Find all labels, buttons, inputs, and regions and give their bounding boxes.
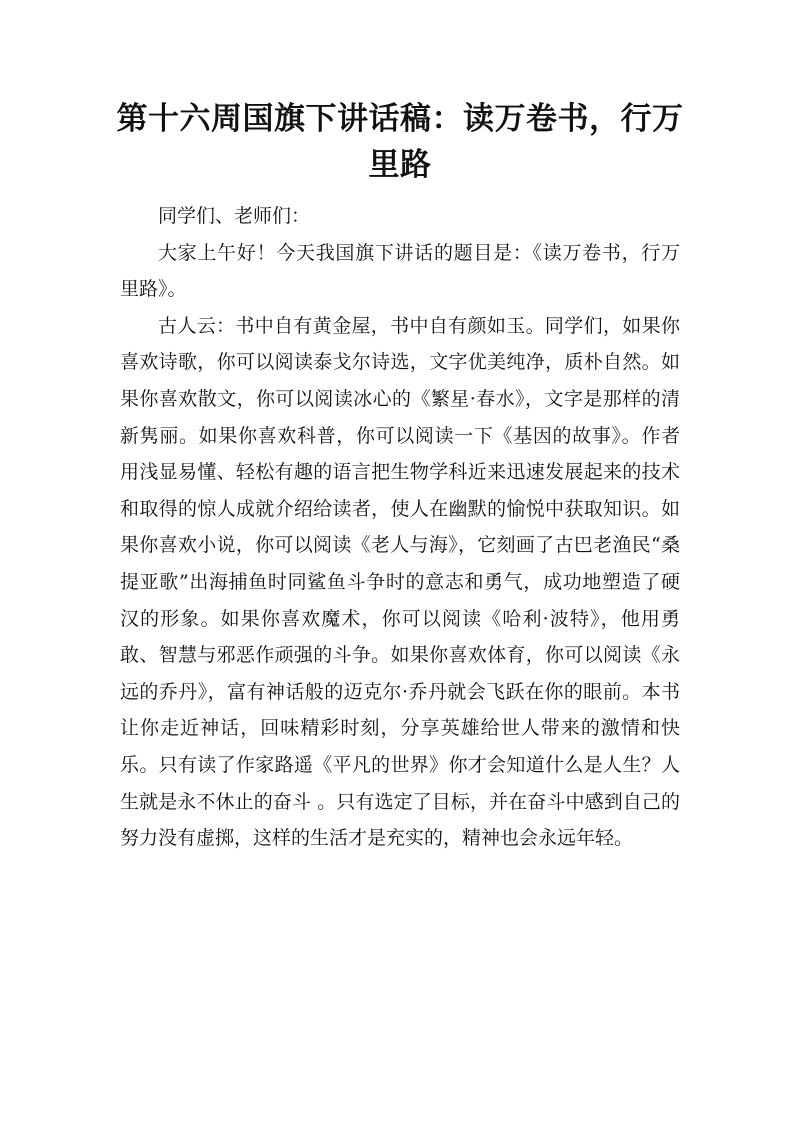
document-title: 第十六周国旗下讲话稿：读万卷书，行万里路 (116, 101, 684, 183)
document-body (120, 198, 680, 857)
greeting-paragraph: 大家上午好！今天我国旗下讲话的题目是：《读万卷书，行万里路》。 (120, 241, 680, 301)
salutation-paragraph: 同学们、老师们： (158, 205, 311, 227)
main-paragraph: 古人云：书中自有黄金屋，书中自有颜如玉。同学们，如果你喜欢诗歌，你可以阅读泰戈尔诗选，文字优美纯净，质朴自然。如果你喜欢散文，你可以阅读冰心的《繁星·春水》，文字是那样的清新隽丽。如果你喜欢科普，你可以阅读一下《基因的故事》。作者用浅显易懂、轻松有趣的语言把生物学科近来迅速发展起来的技术和取得的惊人成就介绍给读者，使人在幽默的愉悦中获取知识。如果你喜欢小说，你可以阅读《老人与海》，它刻画了古巴老渔民“桑提亚歌”出海捕鱼时同鲨鱼斗争时的意志和勇气，成功地塑造了硬汉的形象。如果你喜欢魔术，你可以阅读《哈利·波特》，他用勇敢、智慧与邪恶作顽强的斗争。如果你喜欢体育，你可以阅读《永远的乔丹》，富有神话般的迈克尔·乔丹就会飞跃在你的眼前。本书让你走近神话，回味精彩时刻，分享英雄给世人带来的激情和快乐。只有读了作家路遥《平凡的世界》你才会知道什么是人生？人生就是永不休止的奋斗 。只有选定了目标，并在奋斗中感到自己的努力没有虚掷，这样的生活才是充实的，精神也会永远年轻。 (120, 314, 680, 850)
